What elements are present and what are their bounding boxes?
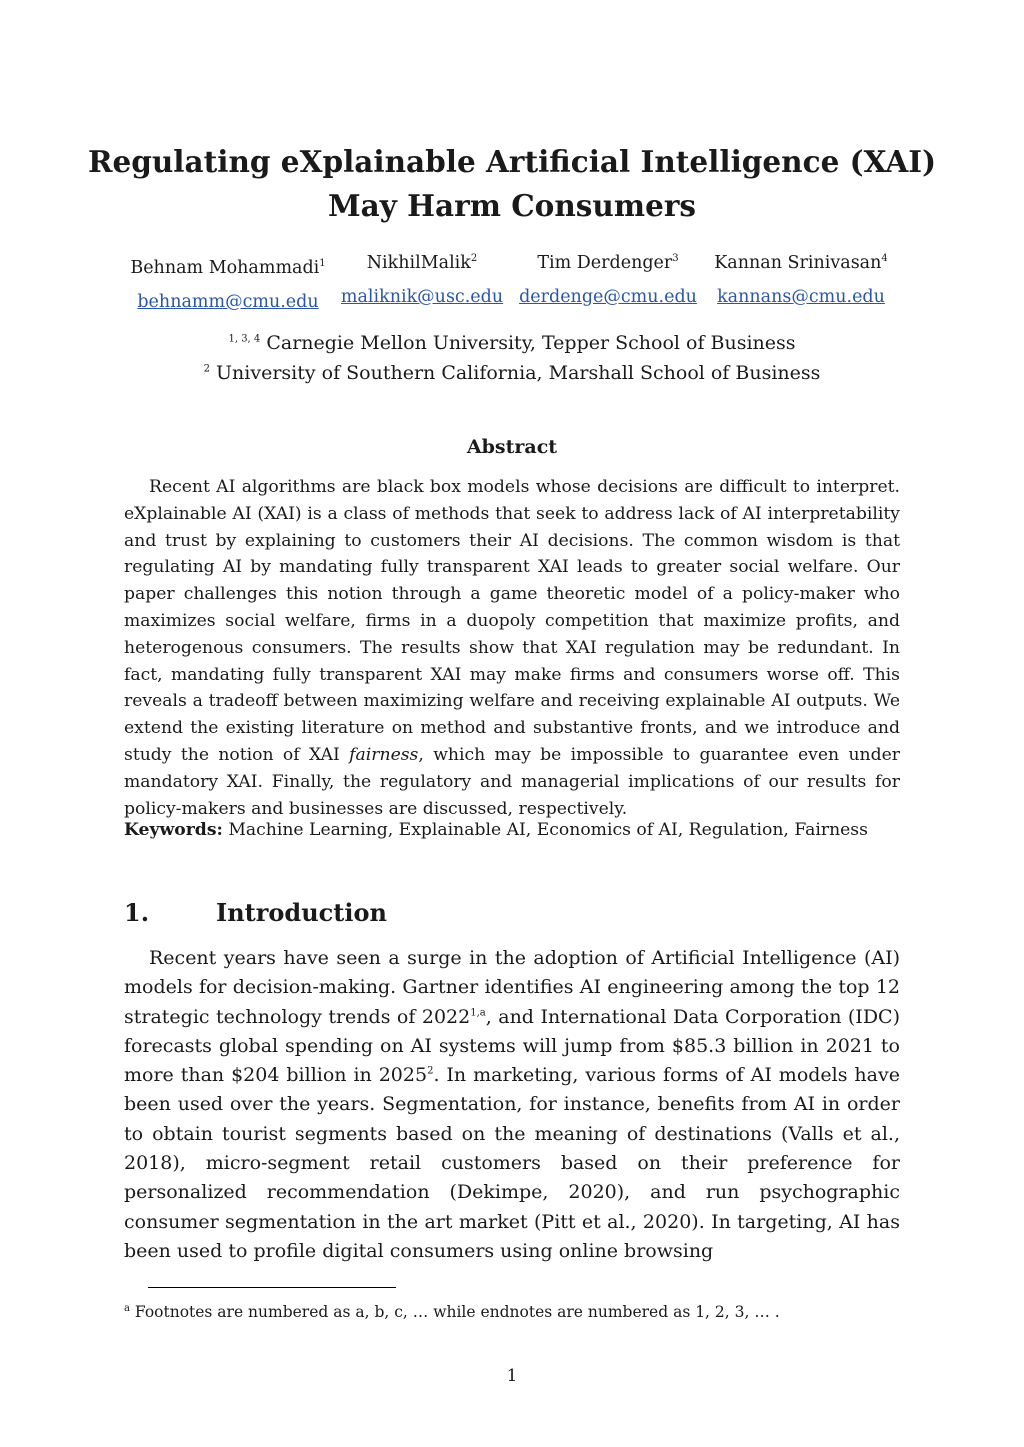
keywords bbox=[124, 820, 900, 840]
affiliation-usc: $^2$ University of Southern California, Marshall School of Business bbox=[203, 362, 821, 384]
footnote-ref[interactable]: 1,a bbox=[470, 1007, 486, 1019]
paper-title bbox=[0, 140, 1024, 228]
footnote: $^a$ Footnotes are numbered as a, b, c, … while endnotes are numbered as 1, 2, 3, … . bbox=[124, 1302, 780, 1321]
abstract-heading: Abstract bbox=[466, 436, 558, 458]
title-line-1: Regulating eXplainable Artificial Intelligence (XAI) bbox=[87, 144, 937, 179]
author-email-link[interactable]: maliknik@usc.edu bbox=[340, 287, 504, 307]
author-name: Kannan Srinivasan$^4$ bbox=[714, 253, 888, 273]
author-block bbox=[708, 253, 894, 307]
author-name: Behnam Mohammadi$^1$ bbox=[130, 258, 326, 278]
italic-fairness: fairness bbox=[349, 744, 419, 765]
author-email-link[interactable]: kannans@cmu.edu bbox=[717, 287, 885, 307]
page-number: 1 bbox=[506, 1366, 518, 1386]
author-email-link[interactable]: behnamm@cmu.edu bbox=[137, 292, 319, 312]
author-block bbox=[332, 253, 512, 307]
affiliation-cmu: $^{1, 3, 4}$ Carnegie Mellon University, Tepper School of Business bbox=[228, 332, 796, 354]
endnote-ref[interactable]: 2 bbox=[427, 1065, 434, 1077]
footnote-separator bbox=[148, 1287, 396, 1288]
section-heading-introduction bbox=[124, 898, 387, 927]
author-block bbox=[128, 258, 328, 312]
title-line-2: May Harm Consumers bbox=[328, 188, 696, 223]
introduction-paragraph: Recent years have seen a surge in the adoption of Artificial Intelligence (AI) models for decision-making. Gartner identifies AI engineering among the top 12 strategic technology trends of 2022$^{1,a}$, and International Data Corporation (IDC) forecasts global spending on AI systems will jump from $85.3 billion in 2021 to more than $204 billion in 2025$^2$. In marketing, various forms of AI models have been used over the years. Segmentation, for instance, benefits from AI in order to obtain tourist segments based on the meaning of destinations (Valls et al., 2018), micro-segment retail customers based on their preference for personalized recommendation (Dekimpe, 2020), and run psychographic consumer segmentation in the art market (Pitt et al., 2020). In targeting, AI has been used to profile digital consumers using online browsing bbox=[124, 947, 900, 1262]
section-title: Introduction bbox=[216, 898, 387, 927]
author-email-link[interactable]: derdenge@cmu.edu bbox=[519, 287, 697, 307]
author-name: Tim Derdenger$^3$ bbox=[537, 253, 679, 273]
author-block bbox=[518, 253, 698, 307]
abstract-body: Recent AI algorithms are black box models whose decisions are difficult to interpret. eXplainable AI (XAI) is a class of methods that seek to address lack of AI interpretability and trust by explaining to customers their AI decisions. The common wisdom is that regulating AI by mandating fully transparent XAI leads to greater social welfare. Our paper challenges this notion through a game theoretic model of a policy-maker who maximizes social welfare, firms in a duopoly competition that maximize profits, and heterogenous consumers. The results show that XAI regulation may be redundant. In fact, mandating fully transparent XAI may make firms and consumers worse off. This reveals a tradeoff between maximizing welfare and receiving explainable AI outputs. We extend the existing literature on method and substantive fronts, and we introduce and study the notion of XAI fairness, which may be impossible to guarantee even under mandatory XAI. Finally, the regulatory and managerial implications of our results for policy-makers and businesses are discussed, respectively. bbox=[124, 477, 900, 819]
author-name: NikhilMalik$^2$ bbox=[366, 253, 478, 273]
section-number: 1. bbox=[124, 898, 150, 927]
keywords-list: Machine Learning, Explainable AI, Economics of AI, Regulation, Fairness bbox=[228, 820, 868, 840]
footnote-mark: a bbox=[124, 1302, 130, 1314]
keywords-label: Keywords: bbox=[124, 820, 223, 840]
